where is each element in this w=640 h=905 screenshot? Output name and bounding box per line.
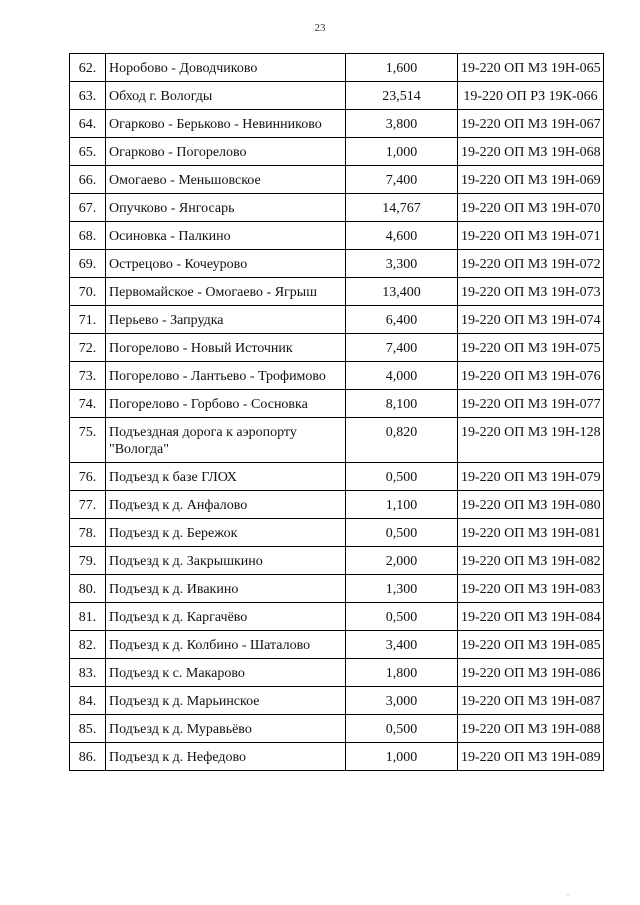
row-number: 71. <box>70 306 106 334</box>
road-length: 3,000 <box>346 687 458 715</box>
road-id-code: 19-220 ОП МЗ 19Н-065 <box>458 54 604 82</box>
road-id-code: 19-220 ОП МЗ 19Н-068 <box>458 138 604 166</box>
row-number: 66. <box>70 166 106 194</box>
road-name: Подъезд к д. Нефедово <box>106 743 346 771</box>
road-id-code: 19-220 ОП МЗ 19Н-071 <box>458 222 604 250</box>
road-length: 0,500 <box>346 603 458 631</box>
table-row <box>70 250 604 278</box>
road-length: 0,500 <box>346 463 458 491</box>
road-length: 3,400 <box>346 631 458 659</box>
road-id-code: 19-220 ОП МЗ 19Н-087 <box>458 687 604 715</box>
table-row <box>70 547 604 575</box>
road-name: Подъезд к д. Марьинское <box>106 687 346 715</box>
table-row <box>70 334 604 362</box>
row-number: 85. <box>70 715 106 743</box>
row-number: 83. <box>70 659 106 687</box>
road-length: 14,767 <box>346 194 458 222</box>
row-number: 70. <box>70 278 106 306</box>
road-id-code: 19-220 ОП МЗ 19Н-079 <box>458 463 604 491</box>
table-row <box>70 491 604 519</box>
road-id-code: 19-220 ОП МЗ 19Н-070 <box>458 194 604 222</box>
road-name: Норобово - Доводчиково <box>106 54 346 82</box>
road-length: 1,000 <box>346 138 458 166</box>
road-name: Подъезд к д. Бережок <box>106 519 346 547</box>
row-number: 69. <box>70 250 106 278</box>
road-id-code: 19-220 ОП МЗ 19Н-077 <box>458 390 604 418</box>
row-number: 65. <box>70 138 106 166</box>
road-id-code: 19-220 ОП МЗ 19Н-081 <box>458 519 604 547</box>
row-number: 67. <box>70 194 106 222</box>
road-id-code: 19-220 ОП МЗ 19Н-088 <box>458 715 604 743</box>
road-name: Подъезд к д. Колбино - Шаталово <box>106 631 346 659</box>
road-id-code: 19-220 ОП МЗ 19Н-083 <box>458 575 604 603</box>
row-number: 81. <box>70 603 106 631</box>
table-row <box>70 278 604 306</box>
table-row <box>70 138 604 166</box>
row-number: 72. <box>70 334 106 362</box>
road-length: 23,514 <box>346 82 458 110</box>
road-id-code: 19-220 ОП МЗ 19Н-089 <box>458 743 604 771</box>
road-length: 6,400 <box>346 306 458 334</box>
row-number: 75. <box>70 418 106 463</box>
row-number: 82. <box>70 631 106 659</box>
road-length: 8,100 <box>346 390 458 418</box>
road-name: Подъездная дорога к аэропорту "Вологда" <box>106 418 346 463</box>
road-name: Огарково - Берьково - Невинниково <box>106 110 346 138</box>
road-id-code: 19-220 ОП МЗ 19Н-069 <box>458 166 604 194</box>
row-number: 62. <box>70 54 106 82</box>
road-length: 1,000 <box>346 743 458 771</box>
road-name: Подъезд к с. Макарово <box>106 659 346 687</box>
row-number: 77. <box>70 491 106 519</box>
road-name: Погорелово - Новый Источник <box>106 334 346 362</box>
road-id-code: 19-220 ОП РЗ 19К-066 <box>458 82 604 110</box>
road-name: Подъезд к д. Анфалово <box>106 491 346 519</box>
road-length: 0,500 <box>346 519 458 547</box>
table-row <box>70 110 604 138</box>
page-number: 23 <box>314 22 326 34</box>
road-length: 4,000 <box>346 362 458 390</box>
road-name: Погорелово - Горбово - Сосновка <box>106 390 346 418</box>
road-name: Погорелово - Лантьево - Трофимово <box>106 362 346 390</box>
road-name: Острецово - Кочеурово <box>106 250 346 278</box>
road-name: Подъезд к базе ГЛОХ <box>106 463 346 491</box>
table-row <box>70 743 604 771</box>
road-length: 1,600 <box>346 54 458 82</box>
table-row <box>70 390 604 418</box>
road-name: Осиновка - Палкино <box>106 222 346 250</box>
road-id-code: 19-220 ОП МЗ 19Н-128 <box>458 418 604 463</box>
table-row <box>70 519 604 547</box>
roads-table-body <box>70 54 604 771</box>
road-length: 1,300 <box>346 575 458 603</box>
road-id-code: 19-220 ОП МЗ 19Н-082 <box>458 547 604 575</box>
row-number: 68. <box>70 222 106 250</box>
road-length: 0,820 <box>346 418 458 463</box>
table-row <box>70 222 604 250</box>
road-id-code: 19-220 ОП МЗ 19Н-085 <box>458 631 604 659</box>
road-name: Обход г. Вологды <box>106 82 346 110</box>
road-length: 7,400 <box>346 334 458 362</box>
road-name: Подъезд к д. Каргачёво <box>106 603 346 631</box>
table-row <box>70 463 604 491</box>
table-row <box>70 418 604 463</box>
table-row <box>70 306 604 334</box>
row-number: 80. <box>70 575 106 603</box>
row-number: 79. <box>70 547 106 575</box>
table-row <box>70 194 604 222</box>
row-number: 74. <box>70 390 106 418</box>
road-length: 1,100 <box>346 491 458 519</box>
road-name: Первомайское - Омогаево - Ягрыш <box>106 278 346 306</box>
road-id-code: 19-220 ОП МЗ 19Н-075 <box>458 334 604 362</box>
table-row <box>70 362 604 390</box>
road-length: 1,800 <box>346 659 458 687</box>
table-row <box>70 54 604 82</box>
table-row <box>70 659 604 687</box>
road-id-code: 19-220 ОП МЗ 19Н-072 <box>458 250 604 278</box>
table-row <box>70 631 604 659</box>
row-number: 84. <box>70 687 106 715</box>
road-name: Перьево - Запрудка <box>106 306 346 334</box>
road-id-code: 19-220 ОП МЗ 19Н-067 <box>458 110 604 138</box>
road-name: Подъезд к д. Муравьёво <box>106 715 346 743</box>
road-name: Подъезд к д. Ивакино <box>106 575 346 603</box>
table-row <box>70 687 604 715</box>
scan-mark: ·· <box>566 893 570 899</box>
table-row <box>70 603 604 631</box>
table-row <box>70 715 604 743</box>
road-name: Подъезд к д. Закрышкино <box>106 547 346 575</box>
row-number: 78. <box>70 519 106 547</box>
row-number: 64. <box>70 110 106 138</box>
road-id-code: 19-220 ОП МЗ 19Н-073 <box>458 278 604 306</box>
road-name: Огарково - Погорелово <box>106 138 346 166</box>
table-row <box>70 166 604 194</box>
road-length: 7,400 <box>346 166 458 194</box>
road-id-code: 19-220 ОП МЗ 19Н-086 <box>458 659 604 687</box>
road-length: 0,500 <box>346 715 458 743</box>
table-row <box>70 575 604 603</box>
road-id-code: 19-220 ОП МЗ 19Н-080 <box>458 491 604 519</box>
road-length: 4,600 <box>346 222 458 250</box>
road-id-code: 19-220 ОП МЗ 19Н-076 <box>458 362 604 390</box>
road-name: Омогаево - Меньшовское <box>106 166 346 194</box>
roads-table <box>69 53 604 771</box>
row-number: 86. <box>70 743 106 771</box>
road-name: Опучково - Янгосарь <box>106 194 346 222</box>
road-id-code: 19-220 ОП МЗ 19Н-074 <box>458 306 604 334</box>
row-number: 73. <box>70 362 106 390</box>
road-length: 2,000 <box>346 547 458 575</box>
road-length: 13,400 <box>346 278 458 306</box>
road-id-code: 19-220 ОП МЗ 19Н-084 <box>458 603 604 631</box>
row-number: 63. <box>70 82 106 110</box>
table-row <box>70 82 604 110</box>
road-length: 3,800 <box>346 110 458 138</box>
row-number: 76. <box>70 463 106 491</box>
road-length: 3,300 <box>346 250 458 278</box>
